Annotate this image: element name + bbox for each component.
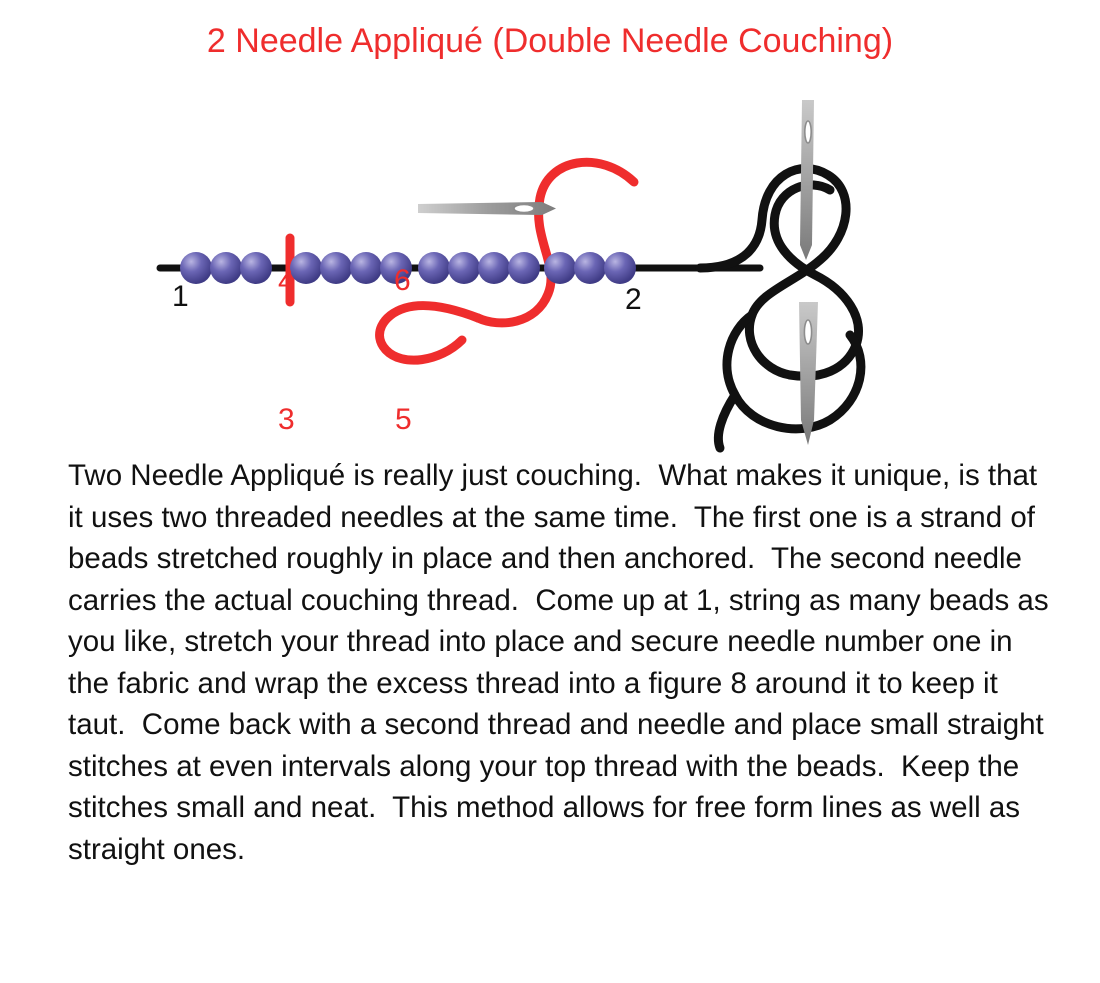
figure-eight-thread [700, 169, 861, 448]
diagram-label-4: 4 [278, 265, 295, 298]
page-title: 2 Needle Appliqué (Double Needle Couching) [206, 22, 894, 60]
upper-needle [418, 202, 556, 215]
diagram-label-6: 6 [394, 264, 411, 297]
diagram-label-1: 1 [172, 280, 189, 313]
diagram-label-3: 3 [278, 403, 295, 436]
vertical-needle-upper [800, 100, 814, 260]
diagram-label-2: 2 [625, 283, 642, 316]
diagram-label-5: 5 [395, 403, 412, 436]
instruction-paragraph: Two Needle Appliqué is really just couching. What makes it unique, is that it uses two threaded needles at the same time. The first one is a strand of beads stretched roughly in place and then anchored. The second needle carries the actual couching thread. Come up at 1, string as many beads as you like, stretch your thread into place and secure needle number one in the fabric and wrap the excess thread into a figure 8 around it to keep it taut. Come back with a second thread and needle and place small straight stitches at even intervals along your top thread with the beads. Keep the stitches small and neat. This method allows for free form lines as well as straight ones. [68, 459, 1057, 866]
two-needle-applique-diagram [0, 70, 1100, 460]
